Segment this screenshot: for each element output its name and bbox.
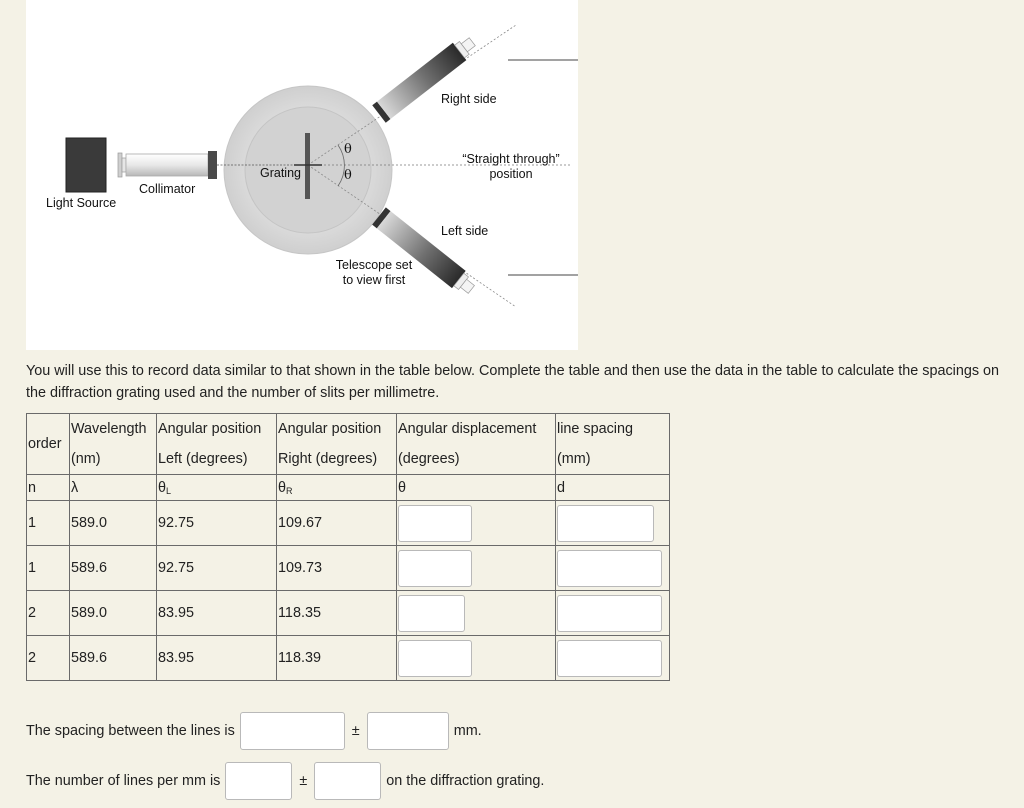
symbol-right-sub: R [286, 485, 293, 496]
row-displacement-cell [397, 636, 556, 681]
lines-per-mm-sentence [26, 762, 544, 800]
instructions-text: You will use this to record data similar to that shown in the table below. Complete the table and then use the data in the table to calculate the spacings on the diffraction grating used and the number of slits per millimetre. [26, 363, 1000, 401]
telescope-label-line2: to view first [342, 273, 406, 287]
row-displacement-cell [397, 501, 556, 546]
header-wavelength-line2: (nm) [71, 451, 101, 467]
collimator-label: Collimator [139, 182, 196, 196]
row-order: 1 [27, 546, 70, 591]
grating-label: Grating [260, 166, 301, 180]
row-spacing-cell [556, 501, 670, 546]
symbol-order: n [27, 475, 70, 501]
row-order: 1 [27, 501, 70, 546]
header-left-line2: Left (degrees) [158, 451, 248, 467]
symbol-left-theta: θ [158, 479, 167, 496]
line-spacing-input[interactable] [557, 505, 654, 542]
symbol-spacing: d [556, 475, 670, 501]
spacing-unit: mm. [453, 723, 482, 739]
symbol-left-sub: L [166, 485, 172, 496]
symbol-left [157, 475, 277, 501]
light-source-label: Light Source [46, 196, 117, 210]
row-left-angle: 92.75 [157, 501, 277, 546]
header-wavelength [70, 414, 157, 475]
light-source-box [66, 138, 106, 192]
collimator-tube [118, 151, 217, 179]
row-spacing-cell [556, 546, 670, 591]
row-spacing-cell [556, 636, 670, 681]
header-spacing-line1: line spacing [557, 421, 634, 437]
telescope-label-line1: Telescope set [335, 258, 413, 272]
header-spacing-line2: (mm) [557, 451, 591, 467]
header-disp-line1: Angular displacement [398, 421, 537, 437]
row-right-angle: 118.39 [277, 636, 397, 681]
row-right-angle: 118.35 [277, 591, 397, 636]
row-wavelength: 589.0 [70, 501, 157, 546]
lines-prefix: The number of lines per mm is [26, 773, 221, 789]
spacing-value-input[interactable] [240, 712, 345, 750]
straight-through-label [458, 152, 564, 182]
spectrometer-diagram [26, 0, 578, 350]
header-order: order [27, 414, 70, 475]
displacement-input[interactable] [398, 595, 465, 632]
spacing-prefix: The spacing between the lines is [26, 723, 235, 739]
row-wavelength: 589.0 [70, 591, 157, 636]
table-row [27, 591, 670, 636]
row-order: 2 [27, 636, 70, 681]
symbol-row [27, 475, 670, 501]
displacement-input[interactable] [398, 550, 472, 587]
header-wavelength-line1: Wavelength [71, 421, 147, 437]
row-right-angle: 109.73 [277, 546, 397, 591]
table-row [27, 636, 670, 681]
header-displacement [397, 414, 556, 475]
header-right-line1: Angular position [278, 421, 382, 437]
right-side-label: Right side [441, 92, 497, 106]
row-left-angle: 83.95 [157, 591, 277, 636]
lines-plusminus: ± [299, 773, 308, 789]
data-table [26, 413, 670, 681]
row-displacement-cell [397, 591, 556, 636]
left-side-label: Left side [441, 224, 489, 238]
line-spacing-input[interactable] [557, 550, 662, 587]
header-right [277, 414, 397, 475]
symbol-right-theta: θ [278, 479, 287, 496]
theta-lower-label: θ [344, 168, 352, 183]
right-telescope [372, 33, 479, 123]
lines-uncertainty-input[interactable] [314, 762, 381, 800]
row-wavelength: 589.6 [70, 636, 157, 681]
lines-value-input[interactable] [225, 762, 292, 800]
spacing-plusminus: ± [351, 723, 360, 739]
header-left [157, 414, 277, 475]
row-right-angle: 109.67 [277, 501, 397, 546]
header-right-line2: Right (degrees) [278, 451, 378, 467]
straight-through-line1: “Straight through” [462, 152, 560, 166]
spacing-uncertainty-input[interactable] [367, 712, 449, 750]
row-displacement-cell [397, 546, 556, 591]
row-wavelength: 589.6 [70, 546, 157, 591]
header-spacing [556, 414, 670, 475]
displacement-input[interactable] [398, 640, 472, 677]
line-spacing-input[interactable] [557, 595, 662, 632]
spacing-sentence [26, 712, 482, 750]
header-disp-line2: (degrees) [398, 451, 460, 467]
row-left-angle: 92.75 [157, 546, 277, 591]
table-header-row [27, 414, 670, 475]
table-row [27, 501, 670, 546]
symbol-wavelength: λ [70, 475, 157, 501]
row-spacing-cell [556, 591, 670, 636]
straight-through-line2: position [489, 167, 533, 181]
table-row [27, 546, 670, 591]
row-left-angle: 83.95 [157, 636, 277, 681]
row-order: 2 [27, 591, 70, 636]
theta-upper-label: θ [344, 142, 352, 157]
symbol-right [277, 475, 397, 501]
header-left-line1: Angular position [158, 421, 262, 437]
grating [305, 133, 310, 199]
lines-suffix: on the diffraction grating. [386, 773, 545, 789]
telescope-label [324, 258, 424, 288]
symbol-displacement: θ [397, 475, 556, 501]
line-spacing-input[interactable] [557, 640, 662, 677]
displacement-input[interactable] [398, 505, 472, 542]
